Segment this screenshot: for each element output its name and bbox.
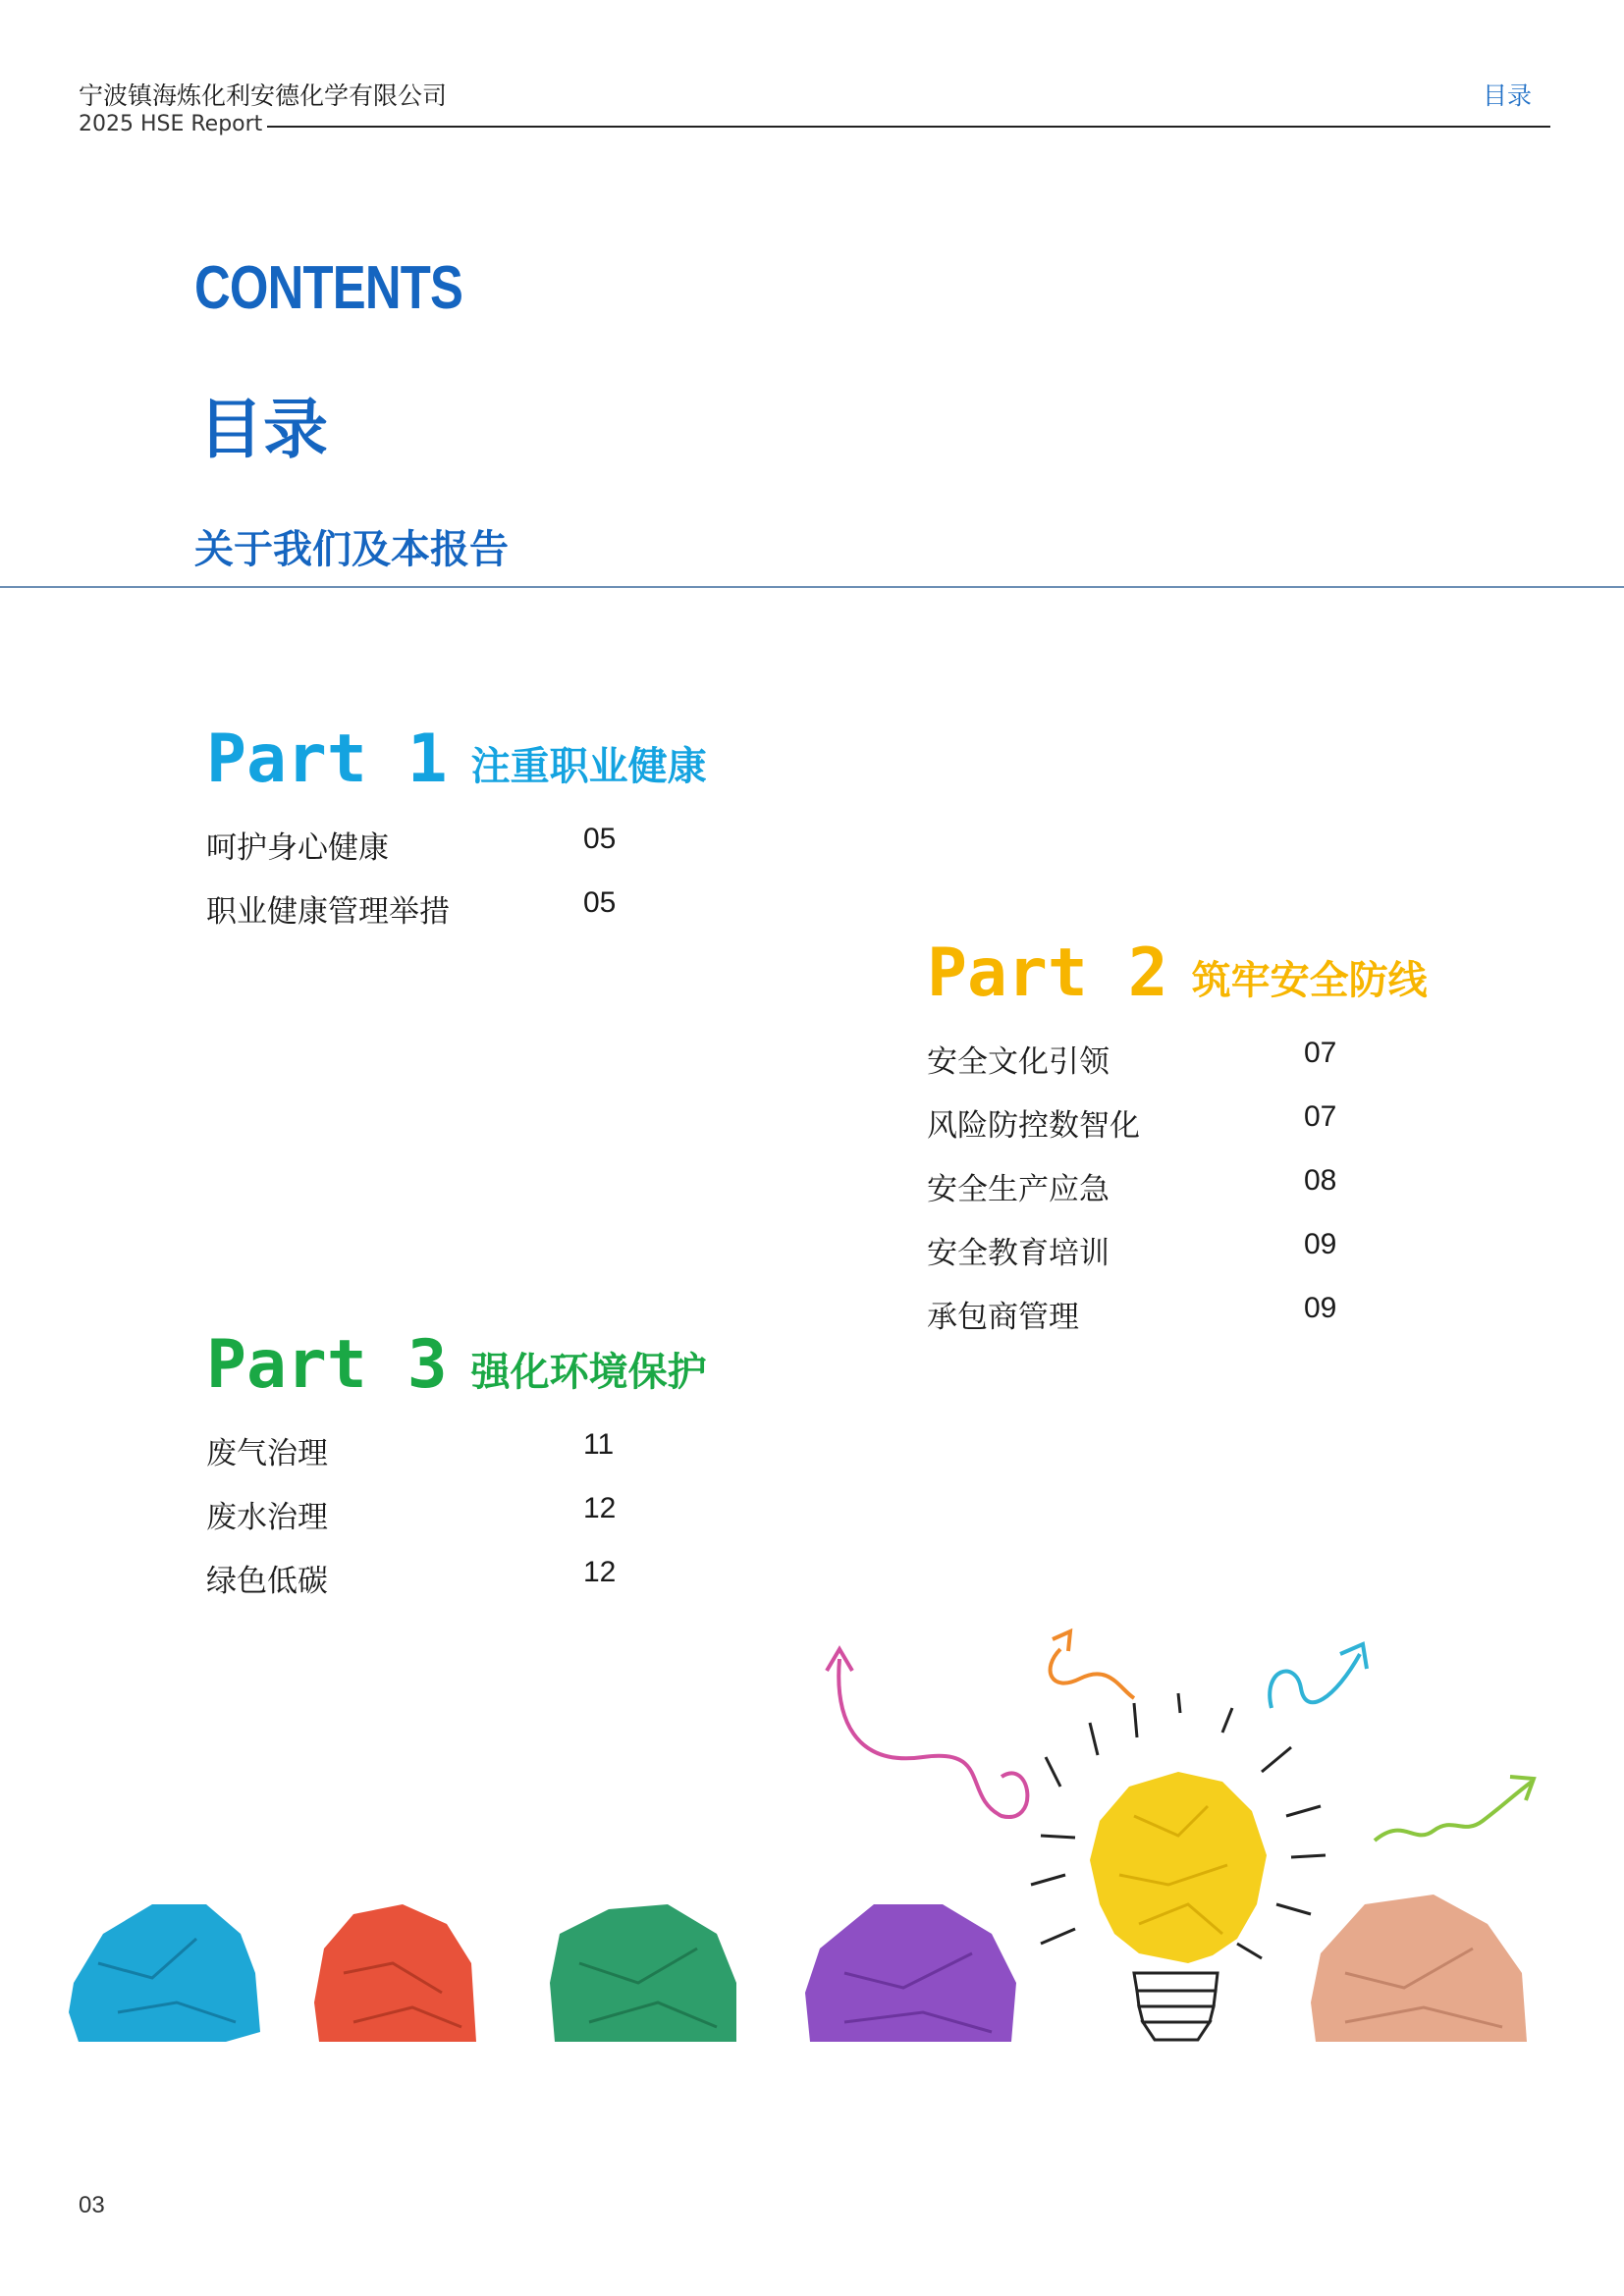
toc-entry-page: 05: [583, 823, 617, 855]
part-2-section: [927, 934, 1428, 1356]
toc-entry-page: 07: [1304, 1037, 1337, 1069]
toc-entry-label: 职业健康管理举措: [206, 894, 450, 930]
toc-entry-label: 废水治理: [206, 1500, 328, 1535]
green-arrow-icon: [1375, 1782, 1532, 1841]
toc-entry[interactable]: [927, 1228, 1428, 1292]
toc-entry-page: 11: [583, 1428, 615, 1461]
toc-entry-label: 安全文化引领: [927, 1044, 1110, 1080]
green-paper-ball-icon: [550, 1904, 736, 2042]
part-number: Part 1: [206, 721, 448, 798]
part-title[interactable]: 强化环境保护: [470, 1350, 707, 1395]
toc-entry-label: 废气治理: [206, 1436, 328, 1471]
toc-entry-page: 07: [1304, 1100, 1337, 1133]
part-number: Part 2: [927, 934, 1168, 1012]
toc-entry[interactable]: [206, 1492, 707, 1556]
toc-entry-label: 呵护身心健康: [206, 830, 389, 866]
about-us-link[interactable]: 关于我们及本报告: [194, 527, 509, 572]
part-number: Part 3: [206, 1326, 448, 1404]
part-title[interactable]: 注重职业健康: [470, 744, 707, 789]
toc-entry[interactable]: [927, 1292, 1428, 1356]
toc-entry-page: 08: [1304, 1164, 1337, 1197]
toc-heading: 目录: [198, 392, 328, 467]
toc-entry[interactable]: [927, 1037, 1428, 1100]
company-name: 宁波镇海炼化利安德化学有限公司: [79, 81, 448, 110]
toc-entry[interactable]: [206, 1428, 707, 1492]
report-title: 2025 HSE Report: [79, 112, 263, 136]
orange-arrow-icon: [1051, 1649, 1134, 1698]
red-paper-ball-icon: [314, 1904, 476, 2042]
page-number: 03: [79, 2192, 105, 2218]
header-divider: [267, 126, 1550, 128]
lightbulb-base-icon: [1134, 1973, 1218, 2040]
yellow-paper-ball-icon: [1090, 1772, 1267, 1963]
purple-paper-ball-icon: [805, 1904, 1016, 2042]
toc-entry[interactable]: [206, 886, 707, 950]
toc-entry[interactable]: [927, 1164, 1428, 1228]
toc-entry-label: 安全生产应急: [927, 1172, 1110, 1207]
section-label[interactable]: 目录: [1482, 81, 1532, 110]
toc-entry-page: 12: [583, 1492, 617, 1524]
part-1-section: [206, 721, 707, 950]
part-3-section: [206, 1326, 707, 1620]
part-title[interactable]: 筑牢安全防线: [1191, 958, 1428, 1003]
contents-heading: CONTENTS: [194, 254, 463, 322]
pink-arrow-icon: [839, 1659, 1027, 1817]
toc-entry-page: 05: [583, 886, 617, 919]
toc-entry-page: 09: [1304, 1292, 1337, 1324]
peach-paper-ball-icon: [1311, 1895, 1527, 2042]
toc-entry[interactable]: [927, 1100, 1428, 1164]
toc-entry-label: 绿色低碳: [206, 1564, 328, 1599]
toc-entry-page: 12: [583, 1556, 617, 1588]
toc-entry-label: 承包商管理: [927, 1300, 1079, 1335]
crumpled-paper-lightbulb-illustration: [59, 1610, 1551, 2091]
toc-entry[interactable]: [206, 823, 707, 886]
blue-arrow-icon: [1270, 1654, 1360, 1708]
toc-entry-label: 风险防控数智化: [927, 1108, 1140, 1144]
toc-entry-label: 安全教育培训: [927, 1236, 1110, 1271]
toc-entry-page: 09: [1304, 1228, 1337, 1260]
section-divider: [0, 586, 1624, 588]
